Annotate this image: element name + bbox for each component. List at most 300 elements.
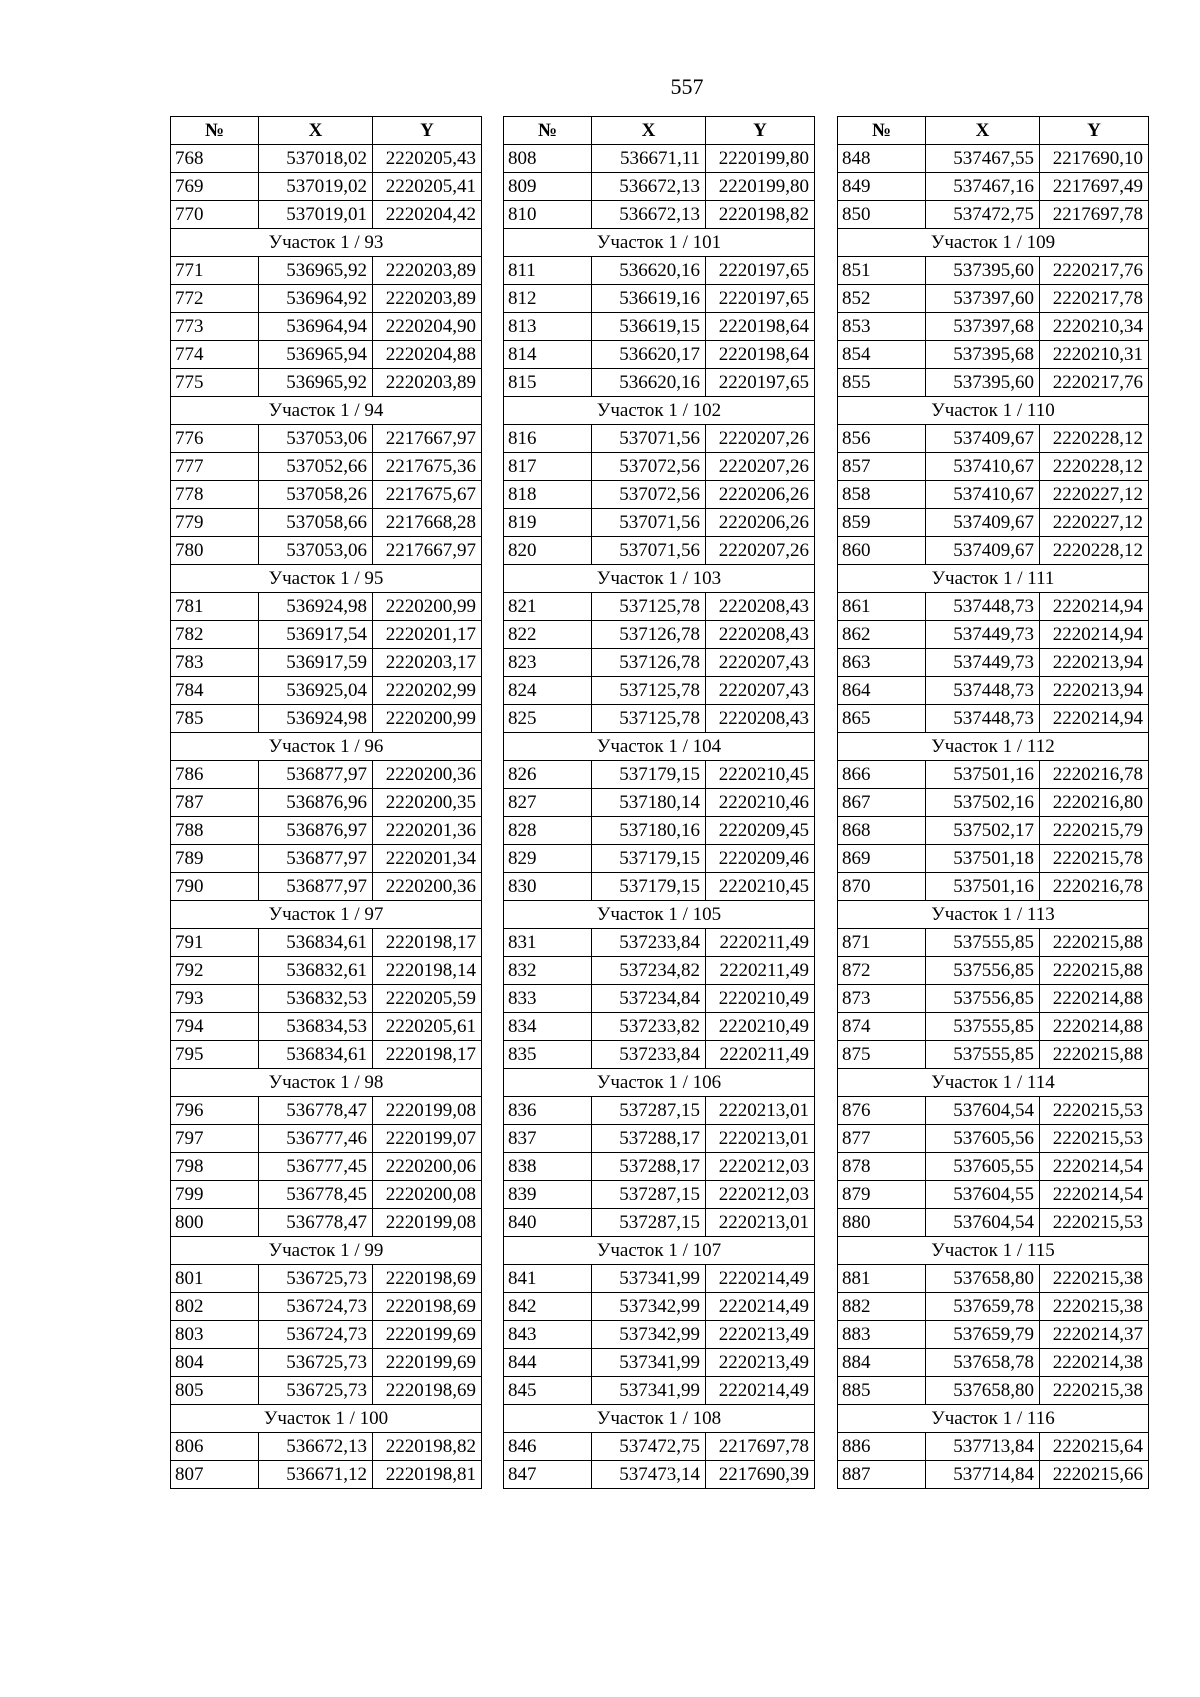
table-row — [504, 621, 815, 649]
x-coordinate-cell: 537233,84 — [592, 1041, 706, 1069]
y-coordinate-cell: 2220198,64 — [706, 313, 815, 341]
y-coordinate-cell: 2220200,36 — [373, 761, 482, 789]
y-coordinate-cell: 2220203,17 — [373, 649, 482, 677]
x-coordinate-cell: 537410,67 — [926, 453, 1040, 481]
table-row — [171, 593, 482, 621]
x-coordinate-cell: 537058,66 — [259, 509, 373, 537]
coordinates-table-2 — [503, 116, 815, 1489]
point-number-cell: 877 — [838, 1125, 926, 1153]
table-row — [504, 285, 815, 313]
point-number-cell: 868 — [838, 817, 926, 845]
y-coordinate-cell: 2220198,14 — [373, 957, 482, 985]
table-row — [504, 1433, 815, 1461]
y-coordinate-cell: 2220206,26 — [706, 481, 815, 509]
x-coordinate-cell: 537287,15 — [592, 1181, 706, 1209]
x-coordinate-cell: 537395,68 — [926, 341, 1040, 369]
x-coordinate-cell: 536619,16 — [592, 285, 706, 313]
table-row — [504, 845, 815, 873]
x-coordinate-cell: 536724,73 — [259, 1293, 373, 1321]
point-number-cell: 768 — [171, 145, 259, 173]
y-coordinate-cell: 2220227,12 — [1040, 481, 1149, 509]
table-row — [171, 649, 482, 677]
table-row — [504, 705, 815, 733]
point-number-cell: 815 — [504, 369, 592, 397]
point-number-cell: 872 — [838, 957, 926, 985]
table-row — [504, 201, 815, 229]
section-header-row — [171, 733, 482, 761]
table-row — [504, 985, 815, 1013]
y-coordinate-cell: 2220203,89 — [373, 369, 482, 397]
point-number-cell: 820 — [504, 537, 592, 565]
section-label: Участок 1 / 93 — [171, 229, 482, 257]
y-coordinate-cell: 2220213,01 — [706, 1097, 815, 1125]
y-coordinate-cell: 2220199,69 — [373, 1349, 482, 1377]
table-row — [171, 509, 482, 537]
table-row — [838, 285, 1149, 313]
y-coordinate-cell: 2220217,76 — [1040, 369, 1149, 397]
y-coordinate-cell: 2220198,82 — [373, 1433, 482, 1461]
y-coordinate-cell: 2220228,12 — [1040, 453, 1149, 481]
x-coordinate-cell: 537502,16 — [926, 789, 1040, 817]
table-row — [838, 369, 1149, 397]
table-row — [838, 1433, 1149, 1461]
y-coordinate-cell: 2220228,12 — [1040, 425, 1149, 453]
point-number-cell: 850 — [838, 201, 926, 229]
x-coordinate-cell: 537604,54 — [926, 1097, 1040, 1125]
point-number-cell: 867 — [838, 789, 926, 817]
y-coordinate-cell: 2220204,88 — [373, 341, 482, 369]
point-number-cell: 836 — [504, 1097, 592, 1125]
table-row — [504, 1209, 815, 1237]
x-coordinate-cell: 537180,16 — [592, 817, 706, 845]
x-coordinate-cell: 537125,78 — [592, 593, 706, 621]
x-coordinate-cell: 537501,18 — [926, 845, 1040, 873]
y-coordinate-cell: 2220216,78 — [1040, 761, 1149, 789]
table-row — [838, 873, 1149, 901]
point-number-cell: 833 — [504, 985, 592, 1013]
point-number-cell: 856 — [838, 425, 926, 453]
point-number-cell: 848 — [838, 145, 926, 173]
section-label: Участок 1 / 104 — [504, 733, 815, 761]
table-row — [504, 677, 815, 705]
y-coordinate-cell: 2220213,94 — [1040, 649, 1149, 677]
y-coordinate-cell: 2220214,54 — [1040, 1181, 1149, 1209]
x-coordinate-cell: 536620,16 — [592, 257, 706, 285]
y-coordinate-cell: 2217690,10 — [1040, 145, 1149, 173]
point-number-cell: 792 — [171, 957, 259, 985]
x-coordinate-cell: 537397,60 — [926, 285, 1040, 313]
y-coordinate-cell: 2220214,88 — [1040, 1013, 1149, 1041]
section-label: Участок 1 / 102 — [504, 397, 815, 425]
section-header-row — [504, 1237, 815, 1265]
table-row — [838, 537, 1149, 565]
y-coordinate-cell: 2220210,45 — [706, 873, 815, 901]
y-coordinate-cell: 2220217,78 — [1040, 285, 1149, 313]
table-row — [838, 1321, 1149, 1349]
y-coordinate-cell: 2220215,53 — [1040, 1125, 1149, 1153]
table-row — [838, 817, 1149, 845]
section-header-row — [171, 397, 482, 425]
point-number-cell: 787 — [171, 789, 259, 817]
x-coordinate-cell: 537234,82 — [592, 957, 706, 985]
point-number-cell: 821 — [504, 593, 592, 621]
x-coordinate-cell: 537058,26 — [259, 481, 373, 509]
x-coordinate-cell: 537448,73 — [926, 677, 1040, 705]
point-number-cell: 774 — [171, 341, 259, 369]
y-coordinate-cell: 2220215,88 — [1040, 957, 1149, 985]
coordinates-table-1 — [170, 116, 482, 1489]
y-coordinate-cell: 2220204,90 — [373, 313, 482, 341]
page-number: 557 — [670, 74, 704, 99]
section-header-row — [838, 229, 1149, 257]
point-number-cell: 778 — [171, 481, 259, 509]
point-number-cell: 811 — [504, 257, 592, 285]
point-number-cell: 772 — [171, 285, 259, 313]
table-row — [171, 1097, 482, 1125]
x-coordinate-cell: 537072,56 — [592, 481, 706, 509]
point-number-cell: 780 — [171, 537, 259, 565]
y-coordinate-cell: 2220197,65 — [706, 257, 815, 285]
header-number: № — [504, 117, 592, 145]
point-number-cell: 859 — [838, 509, 926, 537]
section-header-row — [504, 565, 815, 593]
section-label: Участок 1 / 116 — [838, 1405, 1149, 1433]
x-coordinate-cell: 537052,66 — [259, 453, 373, 481]
header-number: № — [838, 117, 926, 145]
point-number-cell: 826 — [504, 761, 592, 789]
x-coordinate-cell: 537288,17 — [592, 1153, 706, 1181]
header-number: № — [171, 117, 259, 145]
point-number-cell: 846 — [504, 1433, 592, 1461]
point-number-cell: 797 — [171, 1125, 259, 1153]
x-coordinate-cell: 537502,17 — [926, 817, 1040, 845]
x-coordinate-cell: 537234,84 — [592, 985, 706, 1013]
y-coordinate-cell: 2220200,99 — [373, 705, 482, 733]
point-number-cell: 796 — [171, 1097, 259, 1125]
table-row — [171, 1209, 482, 1237]
x-coordinate-cell: 536924,98 — [259, 593, 373, 621]
x-coordinate-cell: 537071,56 — [592, 425, 706, 453]
x-coordinate-cell: 537556,85 — [926, 957, 1040, 985]
table-row — [171, 1041, 482, 1069]
point-number-cell: 823 — [504, 649, 592, 677]
x-coordinate-cell: 537342,99 — [592, 1321, 706, 1349]
x-coordinate-cell: 537126,78 — [592, 621, 706, 649]
point-number-cell: 775 — [171, 369, 259, 397]
table-row — [504, 173, 815, 201]
y-coordinate-cell: 2220207,26 — [706, 425, 815, 453]
x-coordinate-cell: 536965,92 — [259, 257, 373, 285]
x-coordinate-cell: 537448,73 — [926, 705, 1040, 733]
y-coordinate-cell: 2220200,35 — [373, 789, 482, 817]
table-row — [171, 425, 482, 453]
y-coordinate-cell: 2220214,49 — [706, 1293, 815, 1321]
x-coordinate-cell: 537659,78 — [926, 1293, 1040, 1321]
section-header-row — [171, 565, 482, 593]
section-header-row — [838, 565, 1149, 593]
x-coordinate-cell: 536964,94 — [259, 313, 373, 341]
y-coordinate-cell: 2220199,08 — [373, 1209, 482, 1237]
y-coordinate-cell: 2220227,12 — [1040, 509, 1149, 537]
table-row — [171, 481, 482, 509]
x-coordinate-cell: 537473,14 — [592, 1461, 706, 1489]
x-coordinate-cell: 536834,61 — [259, 929, 373, 957]
x-coordinate-cell: 536965,94 — [259, 341, 373, 369]
y-coordinate-cell: 2220215,64 — [1040, 1433, 1149, 1461]
x-coordinate-cell: 537448,73 — [926, 593, 1040, 621]
y-coordinate-cell: 2220198,69 — [373, 1265, 482, 1293]
point-number-cell: 834 — [504, 1013, 592, 1041]
point-number-cell: 875 — [838, 1041, 926, 1069]
x-coordinate-cell: 537409,67 — [926, 537, 1040, 565]
point-number-cell: 800 — [171, 1209, 259, 1237]
section-header-row — [504, 733, 815, 761]
header-y: Y — [1040, 117, 1149, 145]
table-row — [504, 1181, 815, 1209]
point-number-cell: 865 — [838, 705, 926, 733]
y-coordinate-cell: 2220200,36 — [373, 873, 482, 901]
point-number-cell: 781 — [171, 593, 259, 621]
y-coordinate-cell: 2220216,78 — [1040, 873, 1149, 901]
x-coordinate-cell: 536725,73 — [259, 1377, 373, 1405]
y-coordinate-cell: 2220217,76 — [1040, 257, 1149, 285]
table-row — [171, 1153, 482, 1181]
coordinates-table-3 — [837, 116, 1149, 1489]
table-row — [838, 1125, 1149, 1153]
x-coordinate-cell: 536876,96 — [259, 789, 373, 817]
y-coordinate-cell: 2220210,31 — [1040, 341, 1149, 369]
section-header-row — [504, 229, 815, 257]
table-row — [838, 201, 1149, 229]
section-label: Участок 1 / 96 — [171, 733, 482, 761]
table-row — [504, 817, 815, 845]
x-coordinate-cell: 536832,53 — [259, 985, 373, 1013]
table-row — [504, 509, 815, 537]
y-coordinate-cell: 2217667,97 — [373, 537, 482, 565]
point-number-cell: 871 — [838, 929, 926, 957]
y-coordinate-cell: 2220211,49 — [706, 1041, 815, 1069]
table-row — [171, 1461, 482, 1489]
x-coordinate-cell: 536778,47 — [259, 1097, 373, 1125]
table-row — [504, 257, 815, 285]
table-row — [504, 313, 815, 341]
section-header-row — [504, 397, 815, 425]
y-coordinate-cell: 2220215,53 — [1040, 1097, 1149, 1125]
x-coordinate-cell: 537019,02 — [259, 173, 373, 201]
table-row — [838, 677, 1149, 705]
x-coordinate-cell: 537713,84 — [926, 1433, 1040, 1461]
y-coordinate-cell: 2220206,26 — [706, 509, 815, 537]
x-coordinate-cell: 537019,01 — [259, 201, 373, 229]
table-row — [171, 369, 482, 397]
point-number-cell: 771 — [171, 257, 259, 285]
x-coordinate-cell: 537053,06 — [259, 425, 373, 453]
point-number-cell: 851 — [838, 257, 926, 285]
x-coordinate-cell: 537604,55 — [926, 1181, 1040, 1209]
table-row — [504, 481, 815, 509]
table-row — [171, 1377, 482, 1405]
y-coordinate-cell: 2220214,94 — [1040, 593, 1149, 621]
y-coordinate-cell: 2220215,38 — [1040, 1293, 1149, 1321]
point-number-cell: 841 — [504, 1265, 592, 1293]
header-y: Y — [373, 117, 482, 145]
table-row — [504, 929, 815, 957]
point-number-cell: 869 — [838, 845, 926, 873]
y-coordinate-cell: 2220198,64 — [706, 341, 815, 369]
point-number-cell: 813 — [504, 313, 592, 341]
table-row — [838, 1097, 1149, 1125]
point-number-cell: 808 — [504, 145, 592, 173]
section-header-row — [838, 901, 1149, 929]
point-number-cell: 862 — [838, 621, 926, 649]
x-coordinate-cell: 536964,92 — [259, 285, 373, 313]
y-coordinate-cell: 2220198,17 — [373, 929, 482, 957]
point-number-cell: 832 — [504, 957, 592, 985]
table-row — [171, 173, 482, 201]
table-row — [171, 341, 482, 369]
point-number-cell: 842 — [504, 1293, 592, 1321]
table-row — [838, 929, 1149, 957]
y-coordinate-cell: 2220203,89 — [373, 285, 482, 313]
y-coordinate-cell: 2220208,43 — [706, 705, 815, 733]
point-number-cell: 786 — [171, 761, 259, 789]
x-coordinate-cell: 537467,16 — [926, 173, 1040, 201]
point-number-cell: 817 — [504, 453, 592, 481]
y-coordinate-cell: 2220200,08 — [373, 1181, 482, 1209]
point-number-cell: 847 — [504, 1461, 592, 1489]
table-header-row — [171, 117, 482, 145]
point-number-cell: 807 — [171, 1461, 259, 1489]
table-row — [504, 1461, 815, 1489]
y-coordinate-cell: 2220207,26 — [706, 537, 815, 565]
table-row — [171, 621, 482, 649]
y-coordinate-cell: 2220198,17 — [373, 1041, 482, 1069]
x-coordinate-cell: 536724,73 — [259, 1321, 373, 1349]
section-header-row — [171, 1237, 482, 1265]
table-row — [171, 873, 482, 901]
table-row — [171, 1433, 482, 1461]
table-row — [504, 369, 815, 397]
x-coordinate-cell: 537233,82 — [592, 1013, 706, 1041]
y-coordinate-cell: 2220210,49 — [706, 985, 815, 1013]
table-row — [504, 1013, 815, 1041]
x-coordinate-cell: 537555,85 — [926, 929, 1040, 957]
x-coordinate-cell: 536672,13 — [259, 1433, 373, 1461]
table-row — [838, 173, 1149, 201]
y-coordinate-cell: 2220205,61 — [373, 1013, 482, 1041]
table-row — [838, 1209, 1149, 1237]
table-row — [504, 1153, 815, 1181]
x-coordinate-cell: 536620,16 — [592, 369, 706, 397]
point-number-cell: 783 — [171, 649, 259, 677]
table-row — [838, 1377, 1149, 1405]
point-number-cell: 864 — [838, 677, 926, 705]
y-coordinate-cell: 2217675,36 — [373, 453, 482, 481]
y-coordinate-cell: 2220228,12 — [1040, 537, 1149, 565]
x-coordinate-cell: 537071,56 — [592, 537, 706, 565]
table-row — [838, 845, 1149, 873]
y-coordinate-cell: 2220202,99 — [373, 677, 482, 705]
y-coordinate-cell: 2220213,94 — [1040, 677, 1149, 705]
point-number-cell: 794 — [171, 1013, 259, 1041]
y-coordinate-cell: 2220203,89 — [373, 257, 482, 285]
point-number-cell: 838 — [504, 1153, 592, 1181]
x-coordinate-cell: 537555,85 — [926, 1041, 1040, 1069]
point-number-cell: 882 — [838, 1293, 926, 1321]
x-coordinate-cell: 537555,85 — [926, 1013, 1040, 1041]
table-row — [504, 873, 815, 901]
x-coordinate-cell: 536620,17 — [592, 341, 706, 369]
section-header-row — [171, 1069, 482, 1097]
y-coordinate-cell: 2217675,67 — [373, 481, 482, 509]
y-coordinate-cell: 2220215,88 — [1040, 1041, 1149, 1069]
section-header-row — [838, 1069, 1149, 1097]
x-coordinate-cell: 537072,56 — [592, 453, 706, 481]
x-coordinate-cell: 537605,56 — [926, 1125, 1040, 1153]
x-coordinate-cell: 537409,67 — [926, 425, 1040, 453]
section-label: Участок 1 / 109 — [838, 229, 1149, 257]
x-coordinate-cell: 537397,68 — [926, 313, 1040, 341]
table-row — [504, 593, 815, 621]
section-label: Участок 1 / 114 — [838, 1069, 1149, 1097]
header-x: X — [259, 117, 373, 145]
table-row — [504, 537, 815, 565]
y-coordinate-cell: 2220210,34 — [1040, 313, 1149, 341]
point-number-cell: 885 — [838, 1377, 926, 1405]
table-row — [838, 453, 1149, 481]
x-coordinate-cell: 537287,15 — [592, 1097, 706, 1125]
point-number-cell: 789 — [171, 845, 259, 873]
y-coordinate-cell: 2220208,43 — [706, 593, 815, 621]
table-row — [171, 1125, 482, 1153]
y-coordinate-cell: 2220200,06 — [373, 1153, 482, 1181]
y-coordinate-cell: 2220204,42 — [373, 201, 482, 229]
point-number-cell: 824 — [504, 677, 592, 705]
x-coordinate-cell: 537605,55 — [926, 1153, 1040, 1181]
y-coordinate-cell: 2220209,46 — [706, 845, 815, 873]
y-coordinate-cell: 2217697,78 — [1040, 201, 1149, 229]
x-coordinate-cell: 536777,45 — [259, 1153, 373, 1181]
table-row — [504, 957, 815, 985]
x-coordinate-cell: 537604,54 — [926, 1209, 1040, 1237]
x-coordinate-cell: 537179,15 — [592, 873, 706, 901]
table-row — [504, 1349, 815, 1377]
table-row — [838, 593, 1149, 621]
point-number-cell: 861 — [838, 593, 926, 621]
section-header-row — [838, 1405, 1149, 1433]
y-coordinate-cell: 2220215,79 — [1040, 817, 1149, 845]
section-header-row — [838, 397, 1149, 425]
x-coordinate-cell: 537342,99 — [592, 1293, 706, 1321]
table-row — [171, 705, 482, 733]
point-number-cell: 816 — [504, 425, 592, 453]
y-coordinate-cell: 2220216,80 — [1040, 789, 1149, 817]
point-number-cell: 809 — [504, 173, 592, 201]
section-label: Участок 1 / 115 — [838, 1237, 1149, 1265]
y-coordinate-cell: 2217690,39 — [706, 1461, 815, 1489]
section-header-row — [171, 1405, 482, 1433]
x-coordinate-cell: 536876,97 — [259, 817, 373, 845]
table-row — [171, 1321, 482, 1349]
x-coordinate-cell: 537409,67 — [926, 509, 1040, 537]
table-row — [504, 425, 815, 453]
y-coordinate-cell: 2220198,69 — [373, 1377, 482, 1405]
y-coordinate-cell: 2220207,43 — [706, 677, 815, 705]
point-number-cell: 840 — [504, 1209, 592, 1237]
point-number-cell: 827 — [504, 789, 592, 817]
x-coordinate-cell: 537658,80 — [926, 1265, 1040, 1293]
y-coordinate-cell: 2220208,43 — [706, 621, 815, 649]
